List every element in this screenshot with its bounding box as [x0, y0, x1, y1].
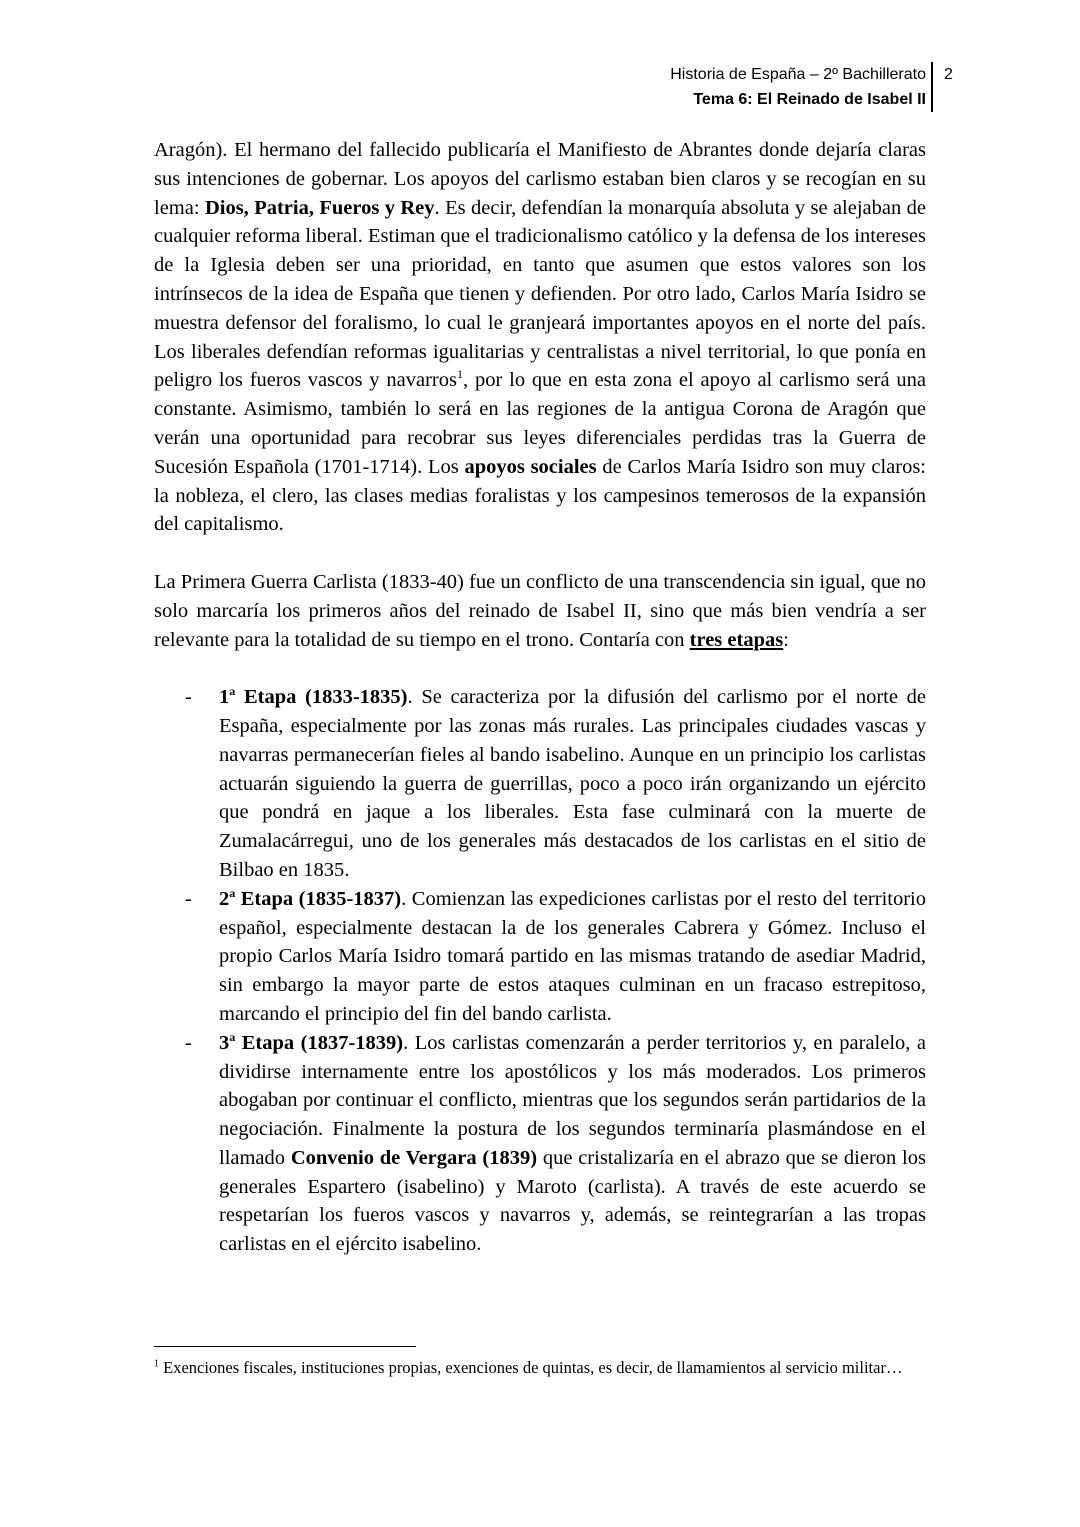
footnote-number: 1	[154, 1358, 159, 1370]
stage-label: Etapa (1833-1835)	[235, 686, 408, 709]
page-number: 2	[944, 66, 953, 83]
body-text	[154, 136, 926, 1259]
text-run: , por lo que en esta zona el apoyo al carlismo será una constante. Asimismo, también lo será en las regiones de la antigua Corona de Aragón que verán una oportunidad para recobrar sus leyes diferenciales perdidas tras la Guerra de Sucesión Española (1701-1714). Los	[154, 369, 926, 478]
header-course: Historia de España – 2º Bachillerato	[670, 66, 926, 83]
ordinal-sup: a	[229, 885, 236, 900]
bold-term: Convenio de Vergara (1839)	[290, 1146, 538, 1169]
list-item-stage-1	[154, 683, 926, 885]
stage-description: . Se caracteriza por la difusión del carlismo por el norte de España, especialmente por las zonas más rurales. Las principales ciudades vascas y navarras permanecerían fieles al bando isabelino. Aunque en un principio los carlistas actuarán siguiendo la guerra de guerrillas, poco a poco irán organizando un ejército que pondrá en jaque a los liberales. Esta fase culminará con la muerte de Zumalacárregui, uno de los generales más destacados de los carlistas en el sitio de Bilbao en 1835.	[219, 686, 926, 881]
running-header	[670, 62, 926, 112]
stage-description: . Los carlistas comenzarán a perder territorios y, en paralelo, a dividirse internamente entre los apostólicos y los más moderados. Los primeros abogaban por continuar el conflicto, mientras que los segundos serán partidarios de la negociación. Finalmente la postura de los segundos terminaría plasmándose en el llamado	[219, 1031, 926, 1169]
text-run: :	[783, 628, 789, 651]
stage-description-continued: que cristalizaría en el abrazo que se dieron los generales Espartero (isabelino) y Maroto (carlista). A través de este acuerdo se respetarían los fueros vascos y navarros y, además, se reintegrarían a las tropas carlistas en el ejército isabelino.	[219, 1146, 926, 1256]
list-item-stage-2	[154, 885, 926, 1029]
stage-title	[219, 1029, 404, 1054]
stage-label: Etapa (1835-1837)	[235, 887, 402, 910]
underlined-term: tres etapas	[689, 628, 784, 651]
stage-label: Etapa (1837-1839)	[235, 1031, 404, 1054]
text-run: . Es decir, defendían la monarquía absoluta y se alejaban de cualquier reforma liberal. Estiman que el tradicionalismo católico y la defensa de los intereses de la Iglesia deben ser una prioridad, en tanto que asumen que estos valores son los intrínsecos de la idea de España que tienen y defienden. Por otro lado, Carlos María Isidro se muestra defensor del foralismo, lo cual le granjeará importantes apoyos en el norte del país. Los liberales defendían reformas igualitarias y centralistas a nivel territorial, lo que ponía en peligro los fueros vascos y navarros	[154, 196, 926, 392]
ordinal-sup: a	[229, 684, 236, 699]
list-bullet: -	[185, 686, 192, 709]
list-bullet: -	[185, 887, 192, 910]
footnote-reference: 1	[456, 367, 463, 382]
text-run: La Primera Guerra Carlista (1833-40) fue un conflicto de una transcendencia sin igual, que no solo marcaría los primeros años del reinado de Isabel II, sino que más bien vendría a ser relevante para la totalidad de su tiempo en el trono. Contaría con	[154, 570, 926, 651]
text-run: de Carlos María Isidro son muy claros: la nobleza, el clero, las clases medias foralistas y los campesinos temerosos de la expansión del capitalismo.	[154, 455, 926, 536]
stage-title	[219, 686, 408, 708]
stage-number: 2	[219, 887, 230, 910]
text-run: Aragón). El hermano del fallecido publicaría el Manifiesto de Abrantes donde dejaría claras sus intenciones de gobernar. Los apoyos del carlismo estaban bien claros y se recogían en su lema:	[154, 139, 926, 219]
header-divider	[931, 62, 933, 112]
carlist-motto: Dios, Patria, Fueros y Rey	[204, 196, 435, 219]
footnote-separator	[154, 1346, 416, 1347]
footnote	[154, 1358, 926, 1378]
stages-list	[154, 683, 926, 1259]
ordinal-sup: a	[229, 1029, 236, 1044]
paragraph-carlism-support	[154, 136, 926, 539]
footnote-text: Exenciones fiscales, instituciones propias, exenciones de quintas, es decir, de llamamientos al servicio militar…	[159, 1358, 903, 1377]
stage-title	[219, 885, 402, 910]
bold-term: apoyos sociales	[464, 455, 597, 478]
paragraph-first-carlist-war	[154, 568, 926, 654]
stage-description: . Comienzan las expediciones carlistas por el resto del territorio español, especialmente destacan la de los generales Cabrera y Gómez. Incluso el propio Carlos María Isidro tomará partido en las mismas tratando de asediar Madrid, sin embargo la mayor parte de estos ataques culminan en un fracaso estrepitoso, marcando el principio del fin del bando carlista.	[219, 887, 926, 1025]
stage-number: 3	[219, 1031, 230, 1054]
stage-number: 1	[219, 686, 230, 709]
list-item-stage-3	[154, 1029, 926, 1259]
header-topic: Tema 6: El Reinado de Isabel II	[693, 91, 926, 108]
list-bullet: -	[185, 1031, 192, 1054]
